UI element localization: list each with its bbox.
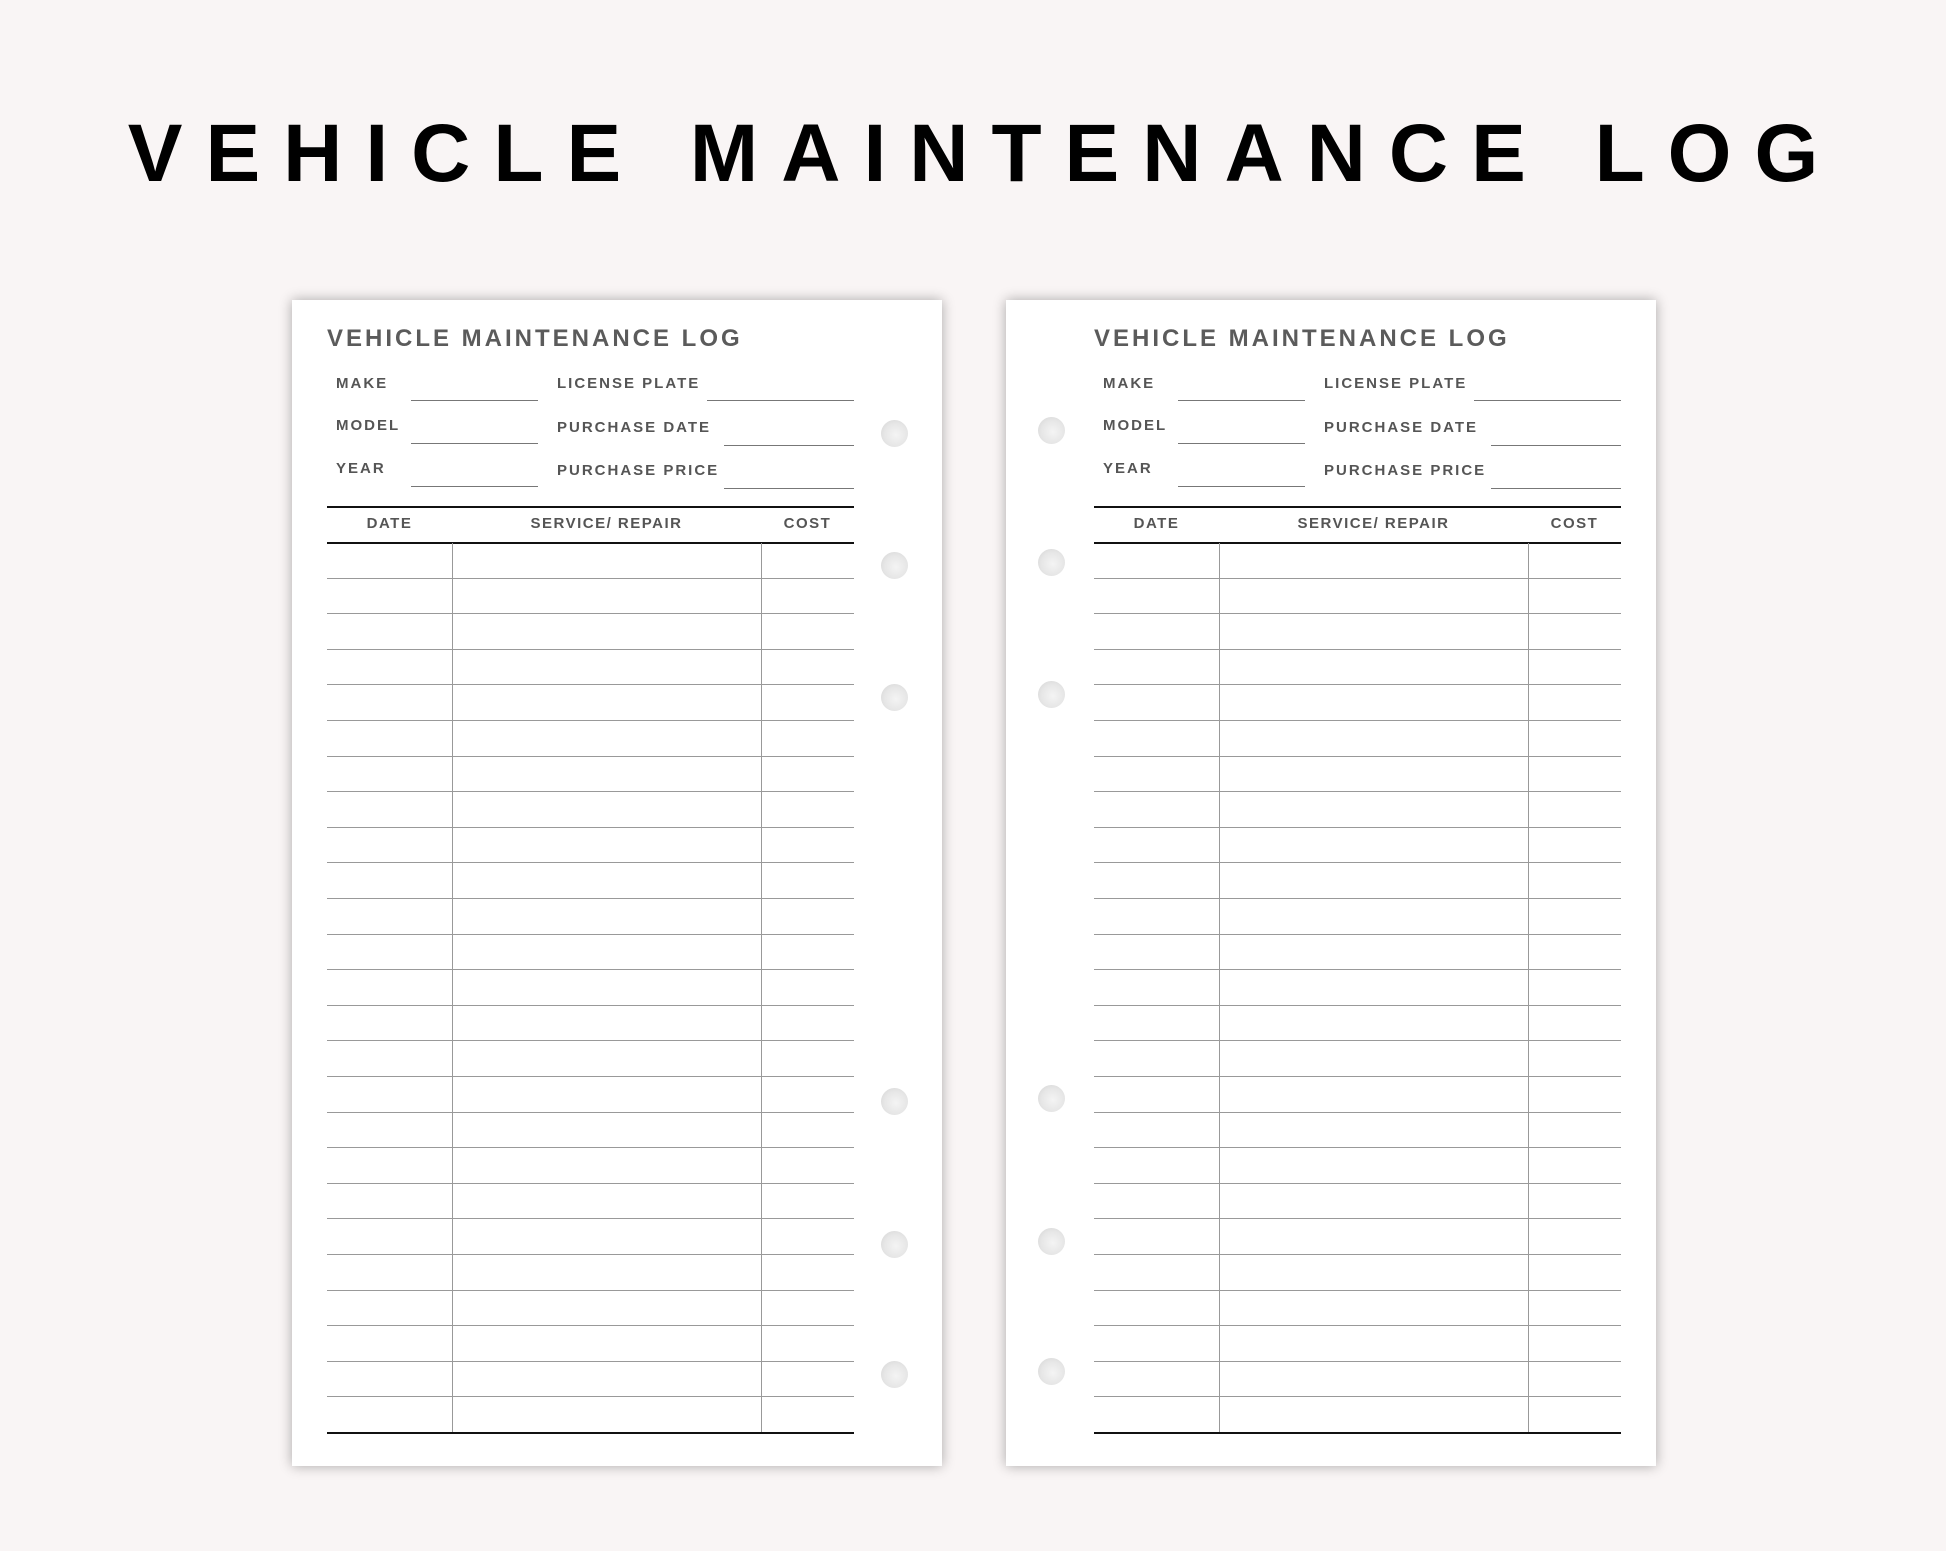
table-row[interactable]: [1094, 1076, 1621, 1077]
table-row[interactable]: [327, 1147, 854, 1148]
ring-hole-icon: [1038, 1228, 1065, 1255]
table-top-rule: [1094, 506, 1621, 508]
table-row[interactable]: [327, 649, 854, 650]
header-bottom-rule: [1094, 542, 1621, 544]
column-divider: [452, 543, 453, 1432]
field-label-purchase-price: PURCHASE PRICE: [557, 462, 720, 479]
column-divider: [1528, 543, 1529, 1432]
column-header-cost: COST: [783, 515, 832, 532]
planner-page-left: [292, 300, 942, 1466]
column-header-cost: COST: [1550, 515, 1599, 532]
ring-hole-icon: [1038, 549, 1065, 576]
table-row[interactable]: [1094, 934, 1621, 935]
table-row[interactable]: [1094, 791, 1621, 792]
log-table: [327, 506, 854, 1432]
table-row[interactable]: [1094, 862, 1621, 863]
field-label-license-plate: LICENSE PLATE: [557, 375, 701, 392]
table-row[interactable]: [1094, 684, 1621, 685]
table-row[interactable]: [1094, 1112, 1621, 1113]
table-row[interactable]: [327, 1183, 854, 1184]
field-input-line[interactable]: [411, 400, 538, 401]
table-row[interactable]: [327, 756, 854, 757]
field-label-make: MAKE: [1103, 375, 1156, 392]
column-header-date: DATE: [1133, 515, 1180, 532]
field-label-purchase-date: PURCHASE DATE: [557, 419, 712, 436]
column-divider: [761, 543, 762, 1432]
ring-hole-icon: [1038, 681, 1065, 708]
field-input-line[interactable]: [707, 400, 854, 401]
table-row[interactable]: [327, 1396, 854, 1397]
ring-hole-icon: [1038, 1358, 1065, 1385]
table-row[interactable]: [327, 791, 854, 792]
column-header-service-repair: SERVICE/ REPAIR: [530, 515, 683, 532]
ring-hole-icon: [881, 420, 908, 447]
table-row[interactable]: [327, 1325, 854, 1326]
table-row[interactable]: [327, 720, 854, 721]
ring-hole-icon: [881, 1361, 908, 1388]
column-divider: [1219, 543, 1220, 1432]
table-row[interactable]: [327, 1005, 854, 1006]
table-row[interactable]: [327, 684, 854, 685]
table-row[interactable]: [1094, 1361, 1621, 1362]
field-label-model: MODEL: [336, 417, 401, 434]
field-input-line[interactable]: [724, 488, 854, 489]
ring-hole-icon: [881, 1231, 908, 1258]
table-row[interactable]: [327, 934, 854, 935]
table-top-rule: [327, 506, 854, 508]
header-bottom-rule: [327, 542, 854, 544]
field-input-line[interactable]: [411, 443, 538, 444]
field-label-purchase-date: PURCHASE DATE: [1324, 419, 1479, 436]
table-bottom-rule: [327, 1432, 854, 1434]
table-row[interactable]: [1094, 1290, 1621, 1291]
page-title: VEHICLE MAINTENANCE LOG: [1094, 325, 1510, 352]
table-row[interactable]: [1094, 578, 1621, 579]
main-heading: VEHICLE MAINTENANCE LOG: [127, 108, 1842, 199]
ring-hole-icon: [1038, 1085, 1065, 1112]
ring-hole-icon: [881, 1088, 908, 1115]
table-row[interactable]: [327, 1361, 854, 1362]
log-table: [1094, 506, 1621, 1432]
field-input-line[interactable]: [411, 486, 538, 487]
field-label-purchase-price: PURCHASE PRICE: [1324, 462, 1487, 479]
table-row[interactable]: [1094, 1183, 1621, 1184]
table-row[interactable]: [1094, 1254, 1621, 1255]
field-label-license-plate: LICENSE PLATE: [1324, 375, 1468, 392]
field-label-year: YEAR: [1103, 460, 1153, 477]
field-input-line[interactable]: [1178, 400, 1305, 401]
page-title: VEHICLE MAINTENANCE LOG: [327, 325, 743, 352]
table-row[interactable]: [327, 1040, 854, 1041]
table-row[interactable]: [1094, 1218, 1621, 1219]
table-row[interactable]: [327, 1290, 854, 1291]
table-row[interactable]: [327, 898, 854, 899]
planner-page-right: [1006, 300, 1656, 1466]
table-row[interactable]: [1094, 720, 1621, 721]
ring-hole-icon: [1038, 417, 1065, 444]
table-row[interactable]: [327, 578, 854, 579]
table-row[interactable]: [327, 1076, 854, 1077]
table-row[interactable]: [1094, 649, 1621, 650]
field-label-model: MODEL: [1103, 417, 1168, 434]
table-row[interactable]: [1094, 1147, 1621, 1148]
ring-hole-icon: [881, 552, 908, 579]
column-header-service-repair: SERVICE/ REPAIR: [1297, 515, 1450, 532]
table-row[interactable]: [1094, 827, 1621, 828]
table-row[interactable]: [327, 1254, 854, 1255]
field-input-line[interactable]: [1491, 445, 1621, 446]
field-input-line[interactable]: [1178, 443, 1305, 444]
field-label-make: MAKE: [336, 375, 389, 392]
field-input-line[interactable]: [1491, 488, 1621, 489]
table-row[interactable]: [1094, 756, 1621, 757]
table-row[interactable]: [1094, 1040, 1621, 1041]
field-input-line[interactable]: [1474, 400, 1621, 401]
field-input-line[interactable]: [1178, 486, 1305, 487]
field-input-line[interactable]: [724, 445, 854, 446]
table-row[interactable]: [327, 862, 854, 863]
ring-hole-icon: [881, 684, 908, 711]
table-row[interactable]: [1094, 1325, 1621, 1326]
table-row[interactable]: [1094, 1005, 1621, 1006]
table-bottom-rule: [1094, 1432, 1621, 1434]
table-row[interactable]: [1094, 613, 1621, 614]
table-row[interactable]: [327, 1218, 854, 1219]
table-row[interactable]: [1094, 898, 1621, 899]
table-row[interactable]: [327, 613, 854, 614]
table-row[interactable]: [327, 969, 854, 970]
table-row[interactable]: [327, 827, 854, 828]
table-row[interactable]: [1094, 1396, 1621, 1397]
table-row[interactable]: [1094, 969, 1621, 970]
table-row[interactable]: [327, 1112, 854, 1113]
field-label-year: YEAR: [336, 460, 386, 477]
column-header-date: DATE: [366, 515, 413, 532]
